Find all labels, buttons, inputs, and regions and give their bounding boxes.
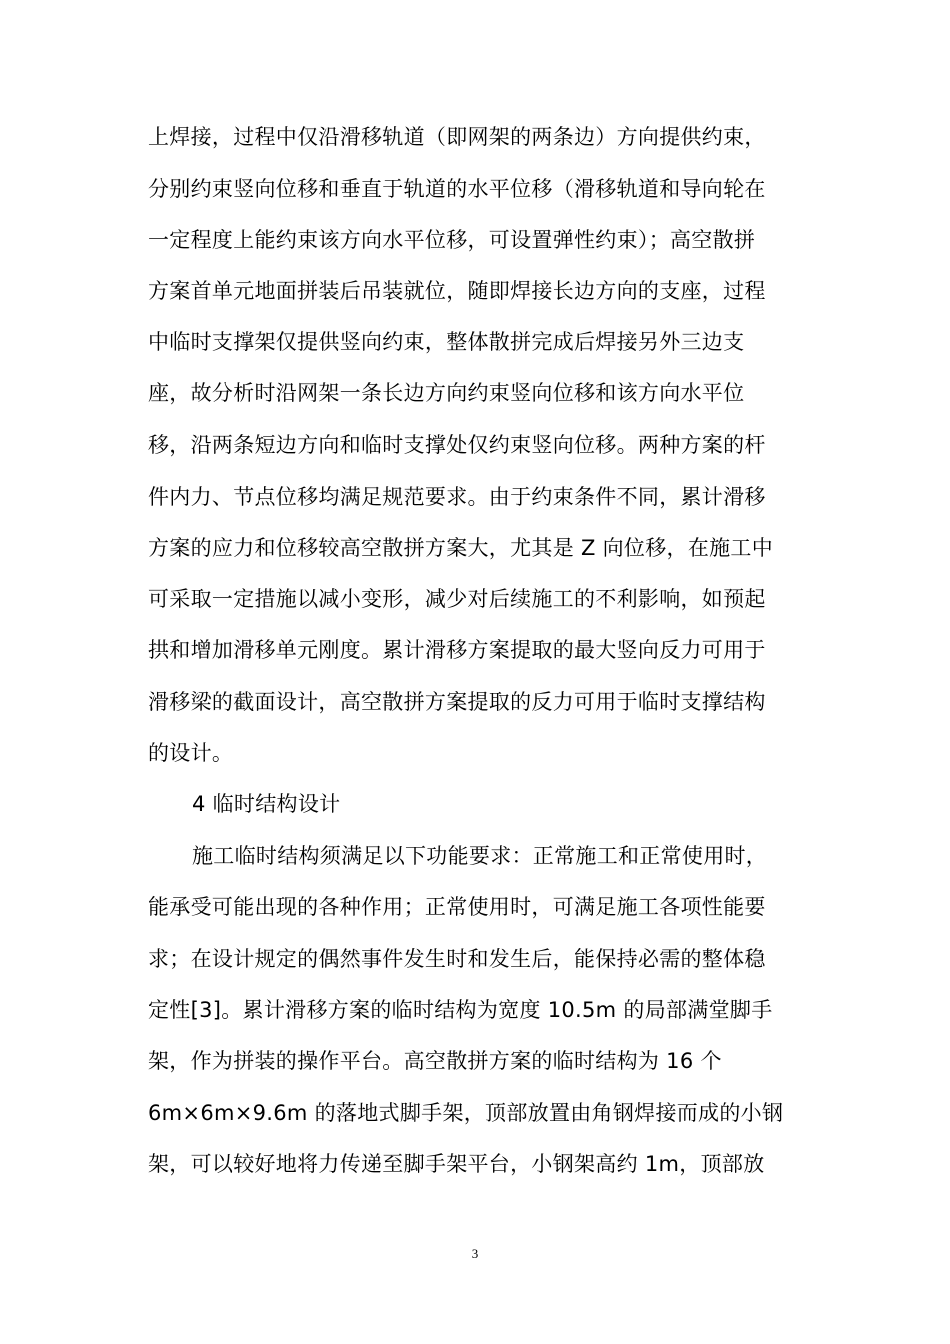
section-heading: 4 临时结构设计: [192, 792, 341, 816]
body-text-line: 方案首单元地面拼装后吊装就位，随即焊接长边方向的支座，过程: [148, 279, 766, 303]
body-text-line: 一定程度上能约束该方向水平位移，可设置弹性约束）；高空散拼: [148, 228, 756, 252]
body-text-line: 上焊接，过程中仅沿滑移轨道（即网架的两条边）方向提供约束，: [148, 125, 766, 149]
body-text-line: 能承受可能出现的各种作用；正常使用时，可满足施工各项性能要: [148, 895, 766, 919]
page-number: 3: [471, 1246, 479, 1261]
body-text-line: 的设计。: [148, 741, 234, 765]
body-text-line: 中临时支撑架仅提供竖向约束，整体散拼完成后焊接另外三边支: [148, 330, 745, 354]
body-text-line: 定性[3]。累计滑移方案的临时结构为宽度 10.5m 的局部满堂脚手: [148, 998, 773, 1022]
body-text-line: 架，作为拼装的操作平台。高空散拼方案的临时结构为 16 个: [148, 1049, 722, 1073]
body-text-line: 求；在设计规定的偶然事件发生时和发生后，能保持必需的整体稳: [148, 947, 766, 971]
body-text-line: 移，沿两条短边方向和临时支撑处仅约束竖向位移。两种方案的杆: [148, 433, 766, 457]
body-text-line: 架，可以较好地将力传递至脚手架平台，小钢架高约 1m，顶部放: [148, 1152, 765, 1176]
body-text-line: 件内力、节点位移均满足规范要求。由于约束条件不同，累计滑移: [148, 485, 766, 509]
body-text-line: 滑移梁的截面设计，高空散拼方案提取的反力可用于临时支撑结构: [148, 690, 766, 714]
body-text-line: 6m×6m×9.6m 的落地式脚手架，顶部放置由角钢焊接而成的小钢: [148, 1101, 784, 1125]
body-text-line: 可采取一定措施以减小变形，减少对后续施工的不利影响，如预起: [148, 587, 766, 611]
body-text-line: 方案的应力和位移较高空散拼方案大，尤其是 Z 向位移，在施工中: [148, 536, 774, 560]
body-text-line: 施工临时结构须满足以下功能要求：正常施工和正常使用时，: [192, 844, 768, 868]
body-text-line: 分别约束竖向位移和垂直于轨道的水平位移（滑移轨道和导向轮在: [148, 177, 766, 201]
body-text-line: 拱和增加滑移单元刚度。累计滑移方案提取的最大竖向反力可用于: [148, 638, 766, 662]
body-text-line: 座，故分析时沿网架一条长边方向约束竖向位移和该方向水平位: [148, 381, 745, 405]
